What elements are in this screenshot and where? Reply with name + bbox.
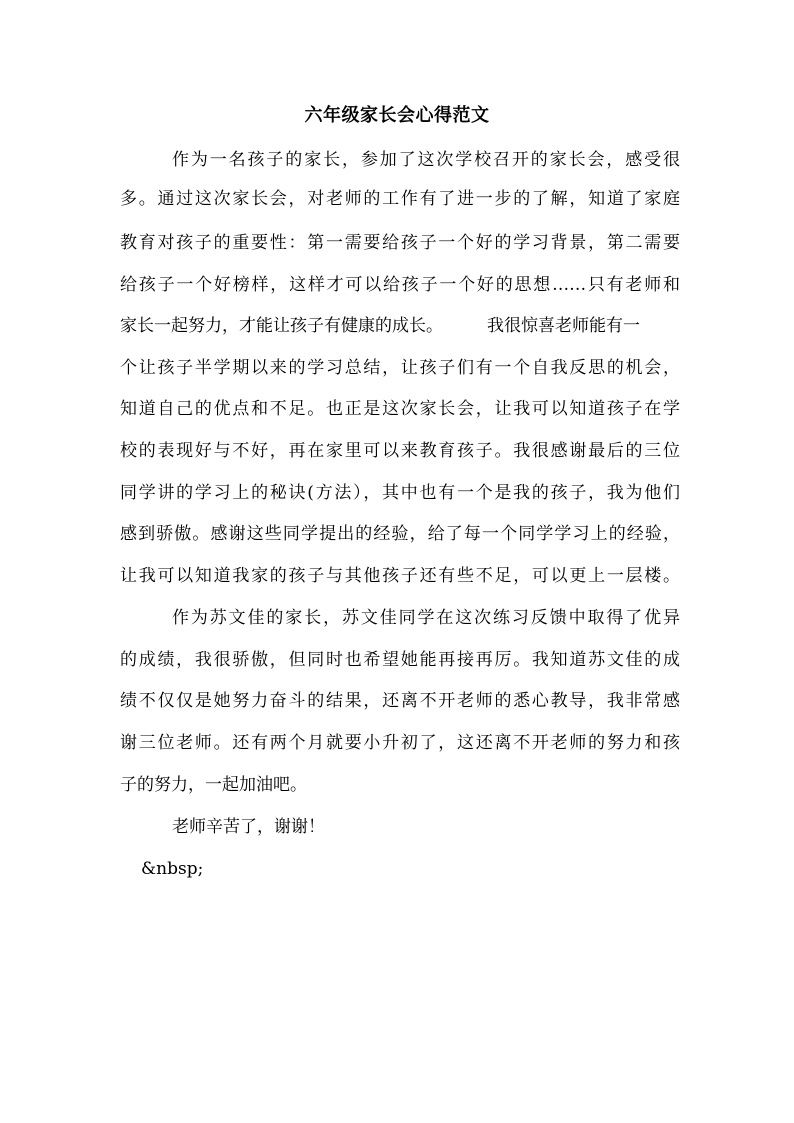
page-title: 六年级家长会心得范文 (304, 105, 490, 126)
paragraph-1-line-2: 多。通过这次家长会，对老师的工作有了进一步的了解，知道了家庭 (120, 189, 680, 209)
paragraph-1-line-1: 作为一名孩子的家长，参加了这次学校召开的家长会，感受很 (172, 150, 680, 170)
paragraph-1-line-4: 给孩子一个好榜样，这样才可以给孩子一个好的思想……只有老师和 (120, 275, 680, 295)
paragraph-2-line-5: 子的努力，一起加油吧。 (120, 775, 307, 795)
paragraph-1-line-10: 感到骄傲。感谢这些同学提出的经验，给了每一个同学学习上的经验， (120, 524, 680, 544)
paragraph-1-line-9: 同学讲的学习上的秘诀(方法），其中也有一个是我的孩子，我为他们 (120, 483, 680, 503)
paragraph-1-line-8: 校的表现好与不好，再在家里可以来教育孩子。我很感谢最后的三位 (120, 441, 680, 461)
paragraph-1-line-5 (120, 314, 680, 338)
paragraph-1-line-7: 知道自己的优点和不足。也正是这次家长会，让我可以知道孩子在学 (120, 399, 680, 419)
trailing-text: &nbsp; (141, 859, 204, 879)
paragraph-2-line-4: 谢三位老师。还有两个月就要小升初了，这还离不开老师的努力和孩 (120, 733, 680, 753)
paragraph-1-line-11: 让我可以知道我家的孩子与其他孩子还有些不足，可以更上一层楼。 (120, 566, 680, 586)
paragraph-1-line-5-text: 家长一起努力，才能让孩子有健康的成长。 (120, 316, 443, 336)
paragraph-2-line-3: 绩不仅仅是她努力奋斗的结果，还离不开老师的悉心教导，我非常感 (120, 691, 680, 711)
paragraph-1-line-3: 教育对孩子的重要性：第一需要给孩子一个好的学习背景，第二需要 (120, 233, 680, 253)
closing-line: 老师辛苦了，谢谢！ (172, 817, 325, 837)
paragraph-1-line-6: 个让孩子半学期以来的学习总结，让孩子们有一个自我反思的机会， (120, 358, 680, 378)
paragraph-2-line-2: 的成绩，我很骄傲，但同时也希望她能再接再厉。我知道苏文佳的成 (120, 650, 680, 670)
paragraph-1-line-5-continuation: 我很惊喜老师能有一 (487, 316, 640, 336)
paragraph-2-line-1: 作为苏文佳的家长，苏文佳同学在这次练习反馈中取得了优异 (172, 608, 680, 628)
